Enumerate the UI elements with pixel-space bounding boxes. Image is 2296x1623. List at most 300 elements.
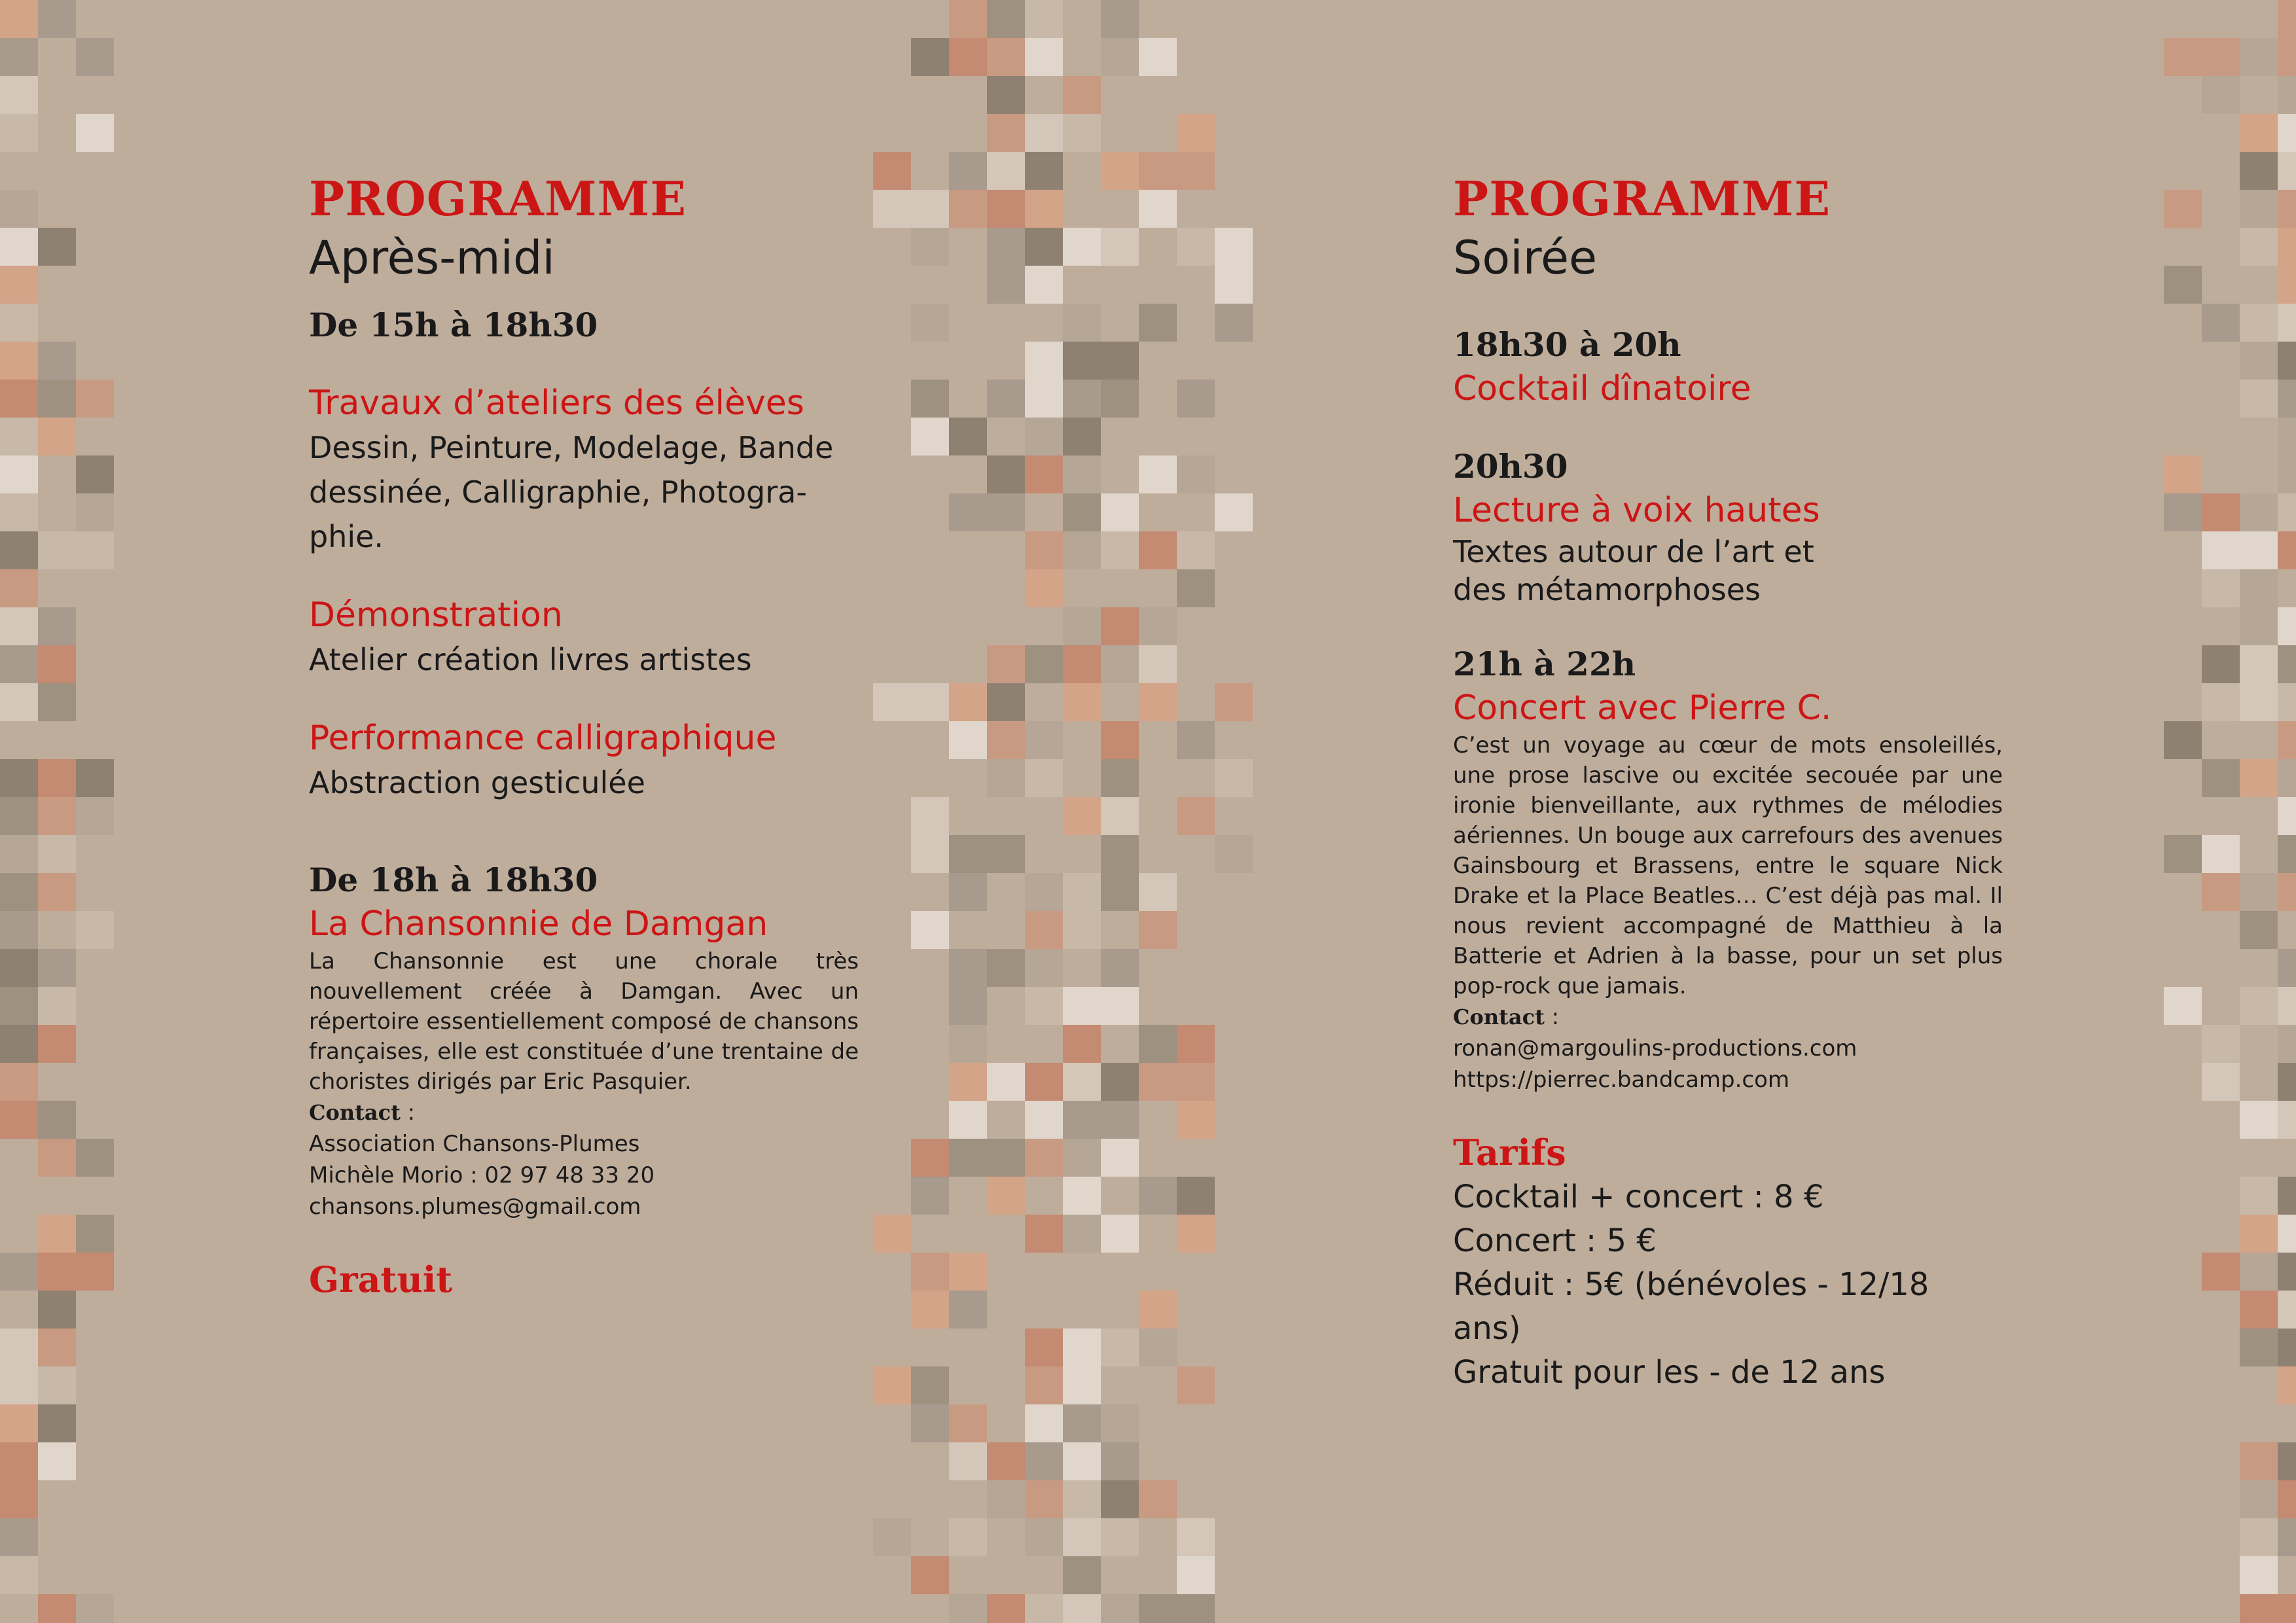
mosaic-tile xyxy=(949,493,987,531)
mosaic-tile xyxy=(2278,1518,2296,1556)
mosaic-tile xyxy=(2278,1366,2296,1404)
mosaic-tile xyxy=(987,835,1025,873)
mosaic-tile xyxy=(949,1101,987,1139)
mosaic-tile xyxy=(1063,493,1101,531)
mosaic-tile xyxy=(76,1139,114,1177)
mosaic-tile xyxy=(2202,835,2240,873)
mosaic-tile xyxy=(1025,380,1063,418)
mosaic-tile xyxy=(2202,569,2240,607)
contact-label: Contact xyxy=(309,1100,401,1125)
mosaic-tile xyxy=(0,266,38,304)
mosaic-tile xyxy=(873,683,911,721)
mosaic-tile xyxy=(911,304,949,342)
mosaic-tile xyxy=(1177,228,1215,266)
mosaic-tile xyxy=(38,228,76,266)
mosaic-tile xyxy=(987,683,1025,721)
mosaic-tile xyxy=(1025,759,1063,797)
mosaic-tile xyxy=(38,1442,76,1480)
mosaic-tile xyxy=(987,493,1025,531)
tarif-line: Gratuit pour les - de 12 ans xyxy=(1453,1354,1886,1391)
mosaic-tile xyxy=(1101,721,1139,759)
mosaic-tile xyxy=(38,759,76,797)
mosaic-tile xyxy=(1025,721,1063,759)
mosaic-tile xyxy=(1063,1404,1101,1442)
mosaic-tile xyxy=(0,1518,38,1556)
mosaic-tile xyxy=(0,1366,38,1404)
calligraphy-title: Performance calligraphique xyxy=(309,719,777,758)
mosaic-tile xyxy=(1063,1480,1101,1518)
mosaic-tile xyxy=(1063,1556,1101,1594)
choir-title: La Chansonnie de Damgan xyxy=(309,904,768,944)
mosaic-tile xyxy=(2240,531,2278,569)
mosaic-tile xyxy=(38,987,76,1025)
mosaic-tile xyxy=(76,531,114,569)
mosaic-tile xyxy=(1025,266,1063,304)
mosaic-tile xyxy=(76,38,114,76)
mosaic-tile xyxy=(2240,1442,2278,1480)
mosaic-tile xyxy=(911,683,949,721)
mosaic-tile xyxy=(949,152,987,190)
mosaic-tile xyxy=(1139,911,1177,949)
mosaic-tile xyxy=(1063,304,1101,342)
mosaic-tile xyxy=(2278,190,2296,228)
concert-contact-heading xyxy=(1453,1001,2003,1033)
mosaic-tile xyxy=(987,266,1025,304)
mosaic-tile xyxy=(911,797,949,835)
mosaic-tile xyxy=(1025,911,1063,949)
mosaic-tile xyxy=(2278,1291,2296,1329)
mosaic-tile xyxy=(0,1253,38,1291)
mosaic-tile xyxy=(38,645,76,683)
mosaic-tile xyxy=(1215,835,1253,873)
mosaic-tile xyxy=(38,797,76,835)
mosaic-tile xyxy=(987,76,1025,114)
mosaic-tile xyxy=(987,1177,1025,1215)
mosaic-tile xyxy=(1101,759,1139,797)
mosaic-tile xyxy=(1063,531,1101,569)
mosaic-tile xyxy=(987,949,1025,987)
mosaic-tile xyxy=(1177,152,1215,190)
mosaic-tile xyxy=(38,1404,76,1442)
mosaic-tile xyxy=(1177,1518,1215,1556)
mosaic-tile xyxy=(1101,987,1139,1025)
mosaic-tile xyxy=(1063,1518,1101,1556)
mosaic-tile xyxy=(1025,569,1063,607)
mosaic-tile xyxy=(1063,645,1101,683)
mosaic-tile xyxy=(911,190,949,228)
mosaic-tile xyxy=(1025,1101,1063,1139)
mosaic-tile xyxy=(1177,531,1215,569)
reading-time: 20h30 xyxy=(1453,447,1568,486)
mosaic-tile xyxy=(1025,531,1063,569)
mosaic-tile xyxy=(2240,304,2278,342)
mosaic-tile xyxy=(1063,797,1101,835)
mosaic-tile xyxy=(1215,266,1253,304)
concert-contact-email[interactable]: ronan@margoulins-productions.com xyxy=(1453,1035,1857,1061)
mosaic-tile xyxy=(0,1063,38,1101)
mosaic-tile xyxy=(2202,1025,2240,1063)
mosaic-tile xyxy=(2240,1291,2278,1329)
workshop-section xyxy=(309,381,859,559)
mosaic-tile xyxy=(2278,531,2296,569)
mosaic-tile xyxy=(2278,607,2296,645)
mosaic-tile xyxy=(38,1594,76,1623)
mosaic-tile xyxy=(2278,873,2296,911)
mosaic-tile xyxy=(76,114,114,152)
mosaic-tile xyxy=(2202,759,2240,797)
mosaic-tile xyxy=(1025,645,1063,683)
tarifs-title: Tarifs xyxy=(1453,1132,1566,1173)
mosaic-tile xyxy=(949,1404,987,1442)
mosaic-tile xyxy=(2278,152,2296,190)
mosaic-tile xyxy=(1139,190,1177,228)
concert-time: 21h à 22h xyxy=(1453,645,1636,683)
concert-title: Concert avec Pierre C. xyxy=(1453,688,1832,728)
mosaic-tile xyxy=(949,1442,987,1480)
mosaic-tile xyxy=(76,911,114,949)
mosaic-tile xyxy=(1063,418,1101,455)
mosaic-tile xyxy=(0,531,38,569)
mosaic-tile xyxy=(911,1291,949,1329)
mosaic-tile xyxy=(1025,1329,1063,1366)
mosaic-tile xyxy=(1025,1594,1063,1623)
cocktail-time: 18h30 à 20h xyxy=(1453,325,1681,364)
mosaic-tile xyxy=(1101,1404,1139,1442)
mosaic-tile xyxy=(1139,38,1177,76)
mosaic-tile xyxy=(2278,835,2296,873)
mosaic-tile xyxy=(1025,1518,1063,1556)
mosaic-tile xyxy=(1063,380,1101,418)
mosaic-tile xyxy=(2278,266,2296,304)
mosaic-tile xyxy=(1025,873,1063,911)
mosaic-tile xyxy=(1177,797,1215,835)
mosaic-tile xyxy=(1101,645,1139,683)
mosaic-tile xyxy=(911,1556,949,1594)
cocktail-title: Cocktail dînatoire xyxy=(1453,369,1751,408)
mosaic-tile xyxy=(76,759,114,797)
mosaic-tile xyxy=(873,1215,911,1253)
mosaic-tile xyxy=(38,683,76,721)
mosaic-tile xyxy=(1139,152,1177,190)
contact-separator: : xyxy=(1544,1004,1560,1030)
mosaic-tile xyxy=(2278,1442,2296,1480)
mosaic-tile xyxy=(2278,76,2296,114)
mosaic-tile xyxy=(38,1253,76,1291)
mosaic-tile xyxy=(873,152,911,190)
mosaic-tile xyxy=(2202,1253,2240,1291)
mosaic-tile xyxy=(873,190,911,228)
mosaic-tile xyxy=(1025,1215,1063,1253)
mosaic-tile xyxy=(2278,114,2296,152)
mosaic-tile xyxy=(873,1366,911,1404)
mosaic-tile xyxy=(1025,987,1063,1025)
contact-label: Contact xyxy=(1453,1005,1545,1029)
mosaic-tile xyxy=(0,645,38,683)
mosaic-tile xyxy=(2202,645,2240,683)
mosaic-tile xyxy=(2202,38,2240,76)
mosaic-tile xyxy=(2240,1101,2278,1139)
mosaic-tile xyxy=(2278,380,2296,418)
mosaic-tile xyxy=(1101,1101,1139,1139)
mosaic-tile xyxy=(0,949,38,987)
mosaic-tile xyxy=(2240,1215,2278,1253)
mosaic-tile xyxy=(0,987,38,1025)
mosaic-tile xyxy=(2278,0,2296,38)
mosaic-tile xyxy=(987,455,1025,493)
mosaic-tile xyxy=(0,1404,38,1442)
mosaic-tile xyxy=(1177,1025,1215,1063)
mosaic-tile xyxy=(2240,152,2278,190)
mosaic-tile xyxy=(987,114,1025,152)
mosaic-tile xyxy=(38,342,76,380)
mosaic-tile xyxy=(911,911,949,949)
mosaic-tile xyxy=(1139,1063,1177,1101)
mosaic-tile xyxy=(1101,152,1139,190)
mosaic-tile xyxy=(0,1480,38,1518)
mosaic-tile xyxy=(1063,1215,1101,1253)
mosaic-tile xyxy=(1139,683,1177,721)
mosaic-tile xyxy=(2202,493,2240,531)
demonstration-line: Atelier création livres artistes xyxy=(309,642,752,677)
mosaic-tile xyxy=(1101,1063,1139,1101)
mosaic-tile xyxy=(2240,114,2278,152)
mosaic-tile xyxy=(949,1063,987,1101)
mosaic-tile xyxy=(0,114,38,152)
mosaic-tile xyxy=(38,0,76,38)
concert-description: C’est un voyage au cœur de mots ensoleillés, une prose lascive ou excitée secouée par une ironie bienveillante, aux rythmes de mélodies aériennes. Un bouge aux carrefours des avenues Gainsbourg et Brassens, entre le square Nick Drake et la Place Beatles… C’est déjà pas mal. Il nous revient accompagné de Matthieu à la Batterie et Adrien à la basse, pour un set plus pop-rock que jamais. xyxy=(1453,732,2003,999)
afternoon-time: De 15h à 18h30 xyxy=(309,306,598,344)
mosaic-tile xyxy=(987,1594,1025,1623)
mosaic-tile xyxy=(0,797,38,835)
evening-program-panel xyxy=(1453,171,2003,1395)
mosaic-tile xyxy=(1063,1063,1101,1101)
mosaic-tile xyxy=(911,1139,949,1177)
afternoon-price: Gratuit xyxy=(309,1258,453,1300)
mosaic-tile xyxy=(949,1594,987,1623)
mosaic-tile xyxy=(0,304,38,342)
mosaic-tile xyxy=(1063,873,1101,911)
mosaic-tile xyxy=(949,1253,987,1291)
mosaic-tile xyxy=(0,190,38,228)
mosaic-tile xyxy=(2240,1177,2278,1215)
right-program-subtitle: Soirée xyxy=(1453,231,1598,285)
mosaic-tile xyxy=(2202,304,2240,342)
mosaic-tile xyxy=(2202,873,2240,911)
mosaic-tile xyxy=(1101,38,1139,76)
mosaic-tile xyxy=(987,228,1025,266)
mosaic-tile xyxy=(2278,304,2296,342)
mosaic-tile xyxy=(0,418,38,455)
mosaic-tile xyxy=(76,455,114,493)
mosaic-tile xyxy=(949,683,987,721)
mosaic-tile xyxy=(1139,607,1177,645)
mosaic-tile xyxy=(949,987,987,1025)
choir-time: De 18h à 18h30 xyxy=(309,861,598,899)
mosaic-tile xyxy=(2278,1329,2296,1366)
mosaic-tile xyxy=(1101,607,1139,645)
mosaic-tile xyxy=(1177,1594,1215,1623)
mosaic-tile xyxy=(0,1025,38,1063)
mosaic-tile xyxy=(987,190,1025,228)
mosaic-tile xyxy=(1177,1366,1215,1404)
mosaic-tile xyxy=(1101,531,1139,569)
mosaic-tile xyxy=(949,873,987,911)
mosaic-tile xyxy=(2278,342,2296,380)
mosaic-tile xyxy=(1063,228,1101,266)
mosaic-tile xyxy=(2240,190,2278,228)
mosaic-tile xyxy=(1177,1101,1215,1139)
mosaic-tile xyxy=(949,1291,987,1329)
mosaic-tile xyxy=(987,152,1025,190)
mosaic-tile xyxy=(1101,1329,1139,1366)
mosaic-tile xyxy=(2278,455,2296,493)
mosaic-tile xyxy=(949,38,987,76)
mosaic-tile xyxy=(2164,835,2202,873)
mosaic-tile xyxy=(949,190,987,228)
mosaic-tile xyxy=(0,607,38,645)
mosaic-tile xyxy=(1215,228,1253,266)
mosaic-tile xyxy=(911,1177,949,1215)
reading-title: Lecture à voix hautes xyxy=(1453,491,1820,530)
mosaic-tile xyxy=(1101,342,1139,380)
mosaic-tile xyxy=(38,835,76,873)
mosaic-tile xyxy=(0,0,38,38)
mosaic-tile xyxy=(1025,114,1063,152)
mosaic-tile xyxy=(2278,1480,2296,1518)
mosaic-tile xyxy=(987,1442,1025,1480)
mosaic-tile xyxy=(1063,114,1101,152)
contact-separator: : xyxy=(400,1099,416,1126)
mosaic-tile xyxy=(987,38,1025,76)
mosaic-tile xyxy=(2164,493,2202,531)
mosaic-tile xyxy=(1139,304,1177,342)
mosaic-tile xyxy=(2240,493,2278,531)
mosaic-tile xyxy=(873,1518,911,1556)
mosaic-tile xyxy=(2278,1253,2296,1291)
mosaic-tile xyxy=(38,418,76,455)
mosaic-tile xyxy=(1177,1063,1215,1101)
afternoon-program-panel xyxy=(309,171,859,1302)
mosaic-tile xyxy=(2164,190,2202,228)
mosaic-tile xyxy=(76,1594,114,1623)
mosaic-tile xyxy=(2278,1594,2296,1623)
mosaic-tile xyxy=(987,0,1025,38)
mosaic-tile xyxy=(1063,1594,1101,1623)
mosaic-tile xyxy=(1025,1404,1063,1442)
mosaic-tile xyxy=(2240,1329,2278,1366)
reading-line: des métamorphoses xyxy=(1453,572,1761,607)
mosaic-tile xyxy=(987,1480,1025,1518)
mosaic-tile xyxy=(2278,1101,2296,1139)
mosaic-tile xyxy=(76,797,114,835)
workshop-line: Dessin, Peinture, Modelage, Bande xyxy=(309,430,834,465)
mosaic-tile xyxy=(1177,114,1215,152)
mosaic-tile xyxy=(1063,683,1101,721)
mosaic-tile xyxy=(0,683,38,721)
mosaic-tile xyxy=(0,380,38,418)
mosaic-tile xyxy=(2278,683,2296,721)
mosaic-tile xyxy=(76,493,114,531)
mosaic-tile xyxy=(1139,1329,1177,1366)
mosaic-tile xyxy=(2202,683,2240,721)
mosaic-tile xyxy=(987,721,1025,759)
mosaic-tile xyxy=(949,1518,987,1556)
mosaic-tile xyxy=(1139,1177,1177,1215)
mosaic-tile xyxy=(1101,1480,1139,1518)
mosaic-tile xyxy=(1063,76,1101,114)
demonstration-section xyxy=(309,593,859,682)
reading-line: Textes autour de l’art et xyxy=(1453,534,1814,569)
mosaic-tile xyxy=(1177,455,1215,493)
mosaic-tile xyxy=(0,76,38,114)
mosaic-tile xyxy=(949,835,987,873)
mosaic-tile xyxy=(2240,873,2278,911)
mosaic-tile xyxy=(0,38,38,76)
mosaic-tile xyxy=(38,531,76,569)
mosaic-tile xyxy=(2240,228,2278,266)
mosaic-tile xyxy=(2240,1253,2278,1291)
mosaic-tile xyxy=(1025,455,1063,493)
mosaic-tile xyxy=(911,1366,949,1404)
mosaic-tile xyxy=(0,493,38,531)
mosaic-tile xyxy=(987,380,1025,418)
mosaic-tile xyxy=(1025,0,1063,38)
mosaic-tile xyxy=(2278,759,2296,797)
mosaic-tile xyxy=(1139,1291,1177,1329)
mosaic-tile xyxy=(911,228,949,266)
tarif-line: Concert : 5 € xyxy=(1453,1222,1657,1259)
mosaic-tile xyxy=(911,380,949,418)
mosaic-tile xyxy=(2278,418,2296,455)
mosaic-tile xyxy=(1025,1442,1063,1480)
mosaic-tile xyxy=(911,418,949,455)
mosaic-tile xyxy=(0,342,38,380)
mosaic-tile xyxy=(1063,607,1101,645)
mosaic-tile xyxy=(2240,759,2278,797)
mosaic-tile xyxy=(2164,987,2202,1025)
mosaic-tile xyxy=(987,645,1025,683)
mosaic-tile xyxy=(2202,531,2240,569)
mosaic-tile xyxy=(2278,493,2296,531)
mosaic-tile xyxy=(0,1101,38,1139)
mosaic-tile xyxy=(2202,1063,2240,1101)
mosaic-tile xyxy=(2278,987,2296,1025)
mosaic-tile xyxy=(38,1025,76,1063)
left-program-title: PROGRAMME xyxy=(309,171,687,226)
concert-contact-url[interactable]: https://pierrec.bandcamp.com xyxy=(1453,1067,1790,1093)
mosaic-tile xyxy=(76,1253,114,1291)
mosaic-tile xyxy=(2240,342,2278,380)
mosaic-tile xyxy=(0,873,38,911)
mosaic-tile xyxy=(2240,1518,2278,1556)
concert-block xyxy=(1453,643,2003,1096)
mosaic-tile xyxy=(1177,1215,1215,1253)
mosaic-tile xyxy=(1063,1442,1101,1480)
choir-contact-email[interactable]: chansons.plumes@gmail.com xyxy=(309,1194,641,1220)
mosaic-tile xyxy=(1063,1025,1101,1063)
mosaic-tile xyxy=(0,1442,38,1480)
mosaic-tile xyxy=(1025,38,1063,76)
mosaic-tile xyxy=(38,1329,76,1366)
mosaic-tile xyxy=(1063,1139,1101,1177)
mosaic-tile xyxy=(1139,1480,1177,1518)
mosaic-tile xyxy=(1025,342,1063,380)
mosaic-tile xyxy=(2164,721,2202,759)
mosaic-tile xyxy=(0,759,38,797)
mosaic-tile xyxy=(1063,1329,1101,1366)
mosaic-tile xyxy=(1215,493,1253,531)
mosaic-tile xyxy=(987,1139,1025,1177)
